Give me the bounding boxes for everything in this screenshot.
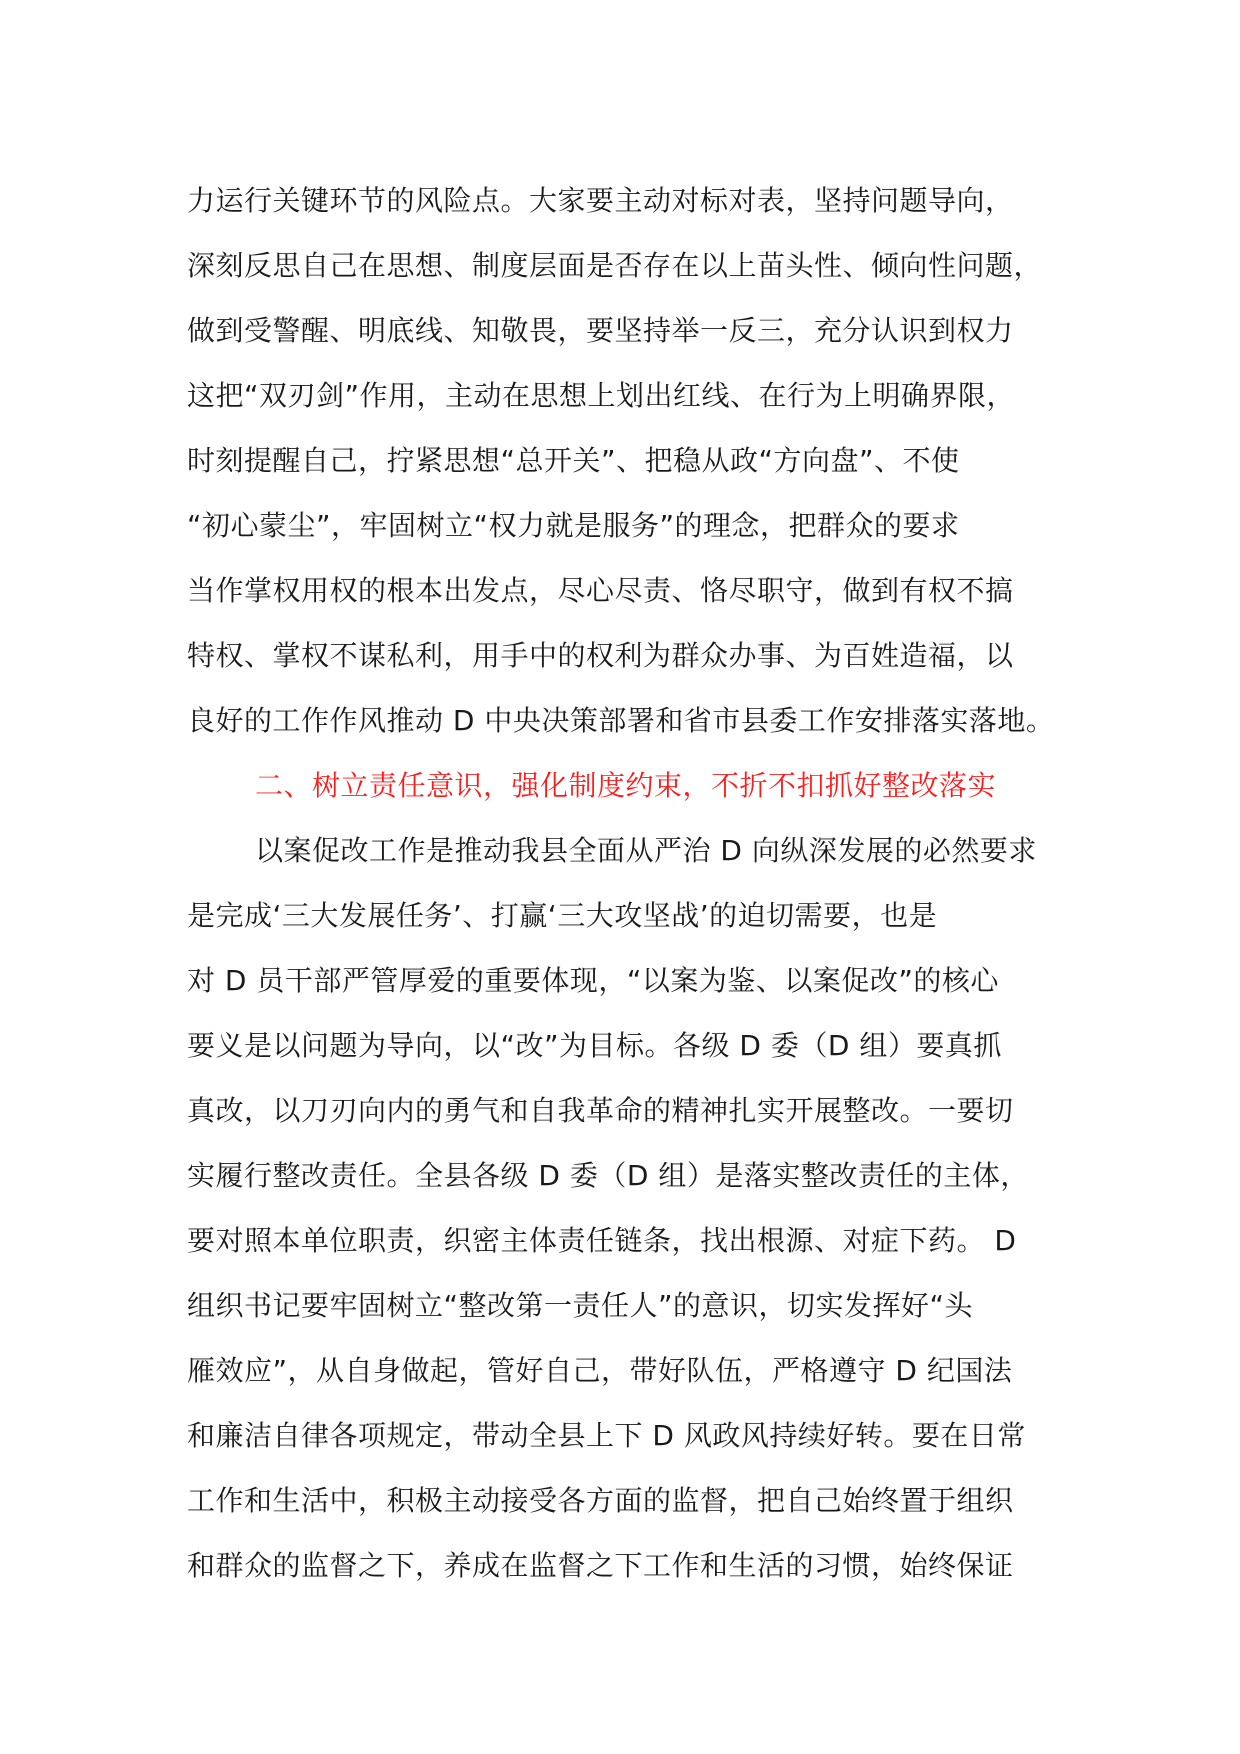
paragraph-line: “初心蒙尘”，牢固树立“权力就是服务”的理念，把群众的要求 — [187, 509, 960, 542]
paragraph-line: 力运行关键环节的风险点。大家要主动对标对表，坚持问题导向， — [187, 184, 1014, 217]
paragraph-line: 是完成‘三大发展任务’、打赢‘三大攻坚战’的迫切需要，也是 — [187, 899, 938, 932]
paragraph-line: 和群众的监督之下，养成在监督之下工作和生活的习惯，始终保证 — [187, 1549, 1014, 1582]
paragraph-line: 时刻提醒自己，拧紧思想“总开关”、把稳从政“方向盘”、不使 — [187, 444, 960, 477]
paragraph-line: 雁效应”，从自身做起，管好自己，带好队伍，严格遵守 D 纪国法 — [187, 1354, 1013, 1387]
section-heading: 二、树立责任意识，强化制度约束，不折不扣抓好整改落实 — [255, 769, 997, 802]
paragraph-line: 深刻反思自己在思想、制度层面是否存在以上苗头性、倾向性问题， — [187, 249, 1043, 282]
paragraph-line: 真改，以刀刃向内的勇气和自我革命的精神扎实开展整改。一要切 — [187, 1094, 1014, 1127]
paragraph-line: 这把“双刃剑”作用，主动在思想上划出红线、在行为上明确界限， — [187, 379, 1016, 412]
paragraph-line: 实履行整改责任。全县各级 D 委（D 组）是落实整改责任的主体， — [187, 1159, 1029, 1192]
paragraph-line: 要义是以问题为导向，以“改”为目标。各级 D 委（D 组）要真抓 — [187, 1029, 1002, 1062]
paragraph-line: 特权、掌权不谋私利，用手中的权利为群众办事、为百姓造福，以 — [187, 639, 1014, 672]
paragraph-line: 对 D 员干部严管厚爱的重要体现，“以案为鉴、以案促改”的核心 — [187, 964, 999, 997]
paragraph-line: 当作掌权用权的根本出发点，尽心尽责、恪尽职守，做到有权不搞 — [187, 574, 1014, 607]
paragraph-line: 和廉洁自律各项规定，带动全县上下 D 风政风持续好转。要在日常 — [187, 1419, 1026, 1452]
document-body — [187, 168, 1087, 1598]
paragraph-line: 组织书记要牢固树立“整改第一责任人”的意识，切实发挥好“头 — [187, 1289, 974, 1322]
paragraph-line: 要对照本单位职责，织密主体责任链条，找出根源、对症下药。 D — [187, 1224, 1017, 1257]
paragraph-line: 做到受警醒、明底线、知敬畏，要坚持举一反三，充分认识到权力 — [187, 314, 1014, 347]
paragraph-line: 以案促改工作是推动我县全面从严治 D 向纵深发展的必然要求 — [255, 834, 1037, 867]
paragraph-line: 工作和生活中，积极主动接受各方面的监督，把自己始终置于组织 — [187, 1484, 1014, 1517]
paragraph-line: 良好的工作作风推动 D 中央决策部署和省市县委工作安排落实落地。 — [187, 704, 1055, 737]
